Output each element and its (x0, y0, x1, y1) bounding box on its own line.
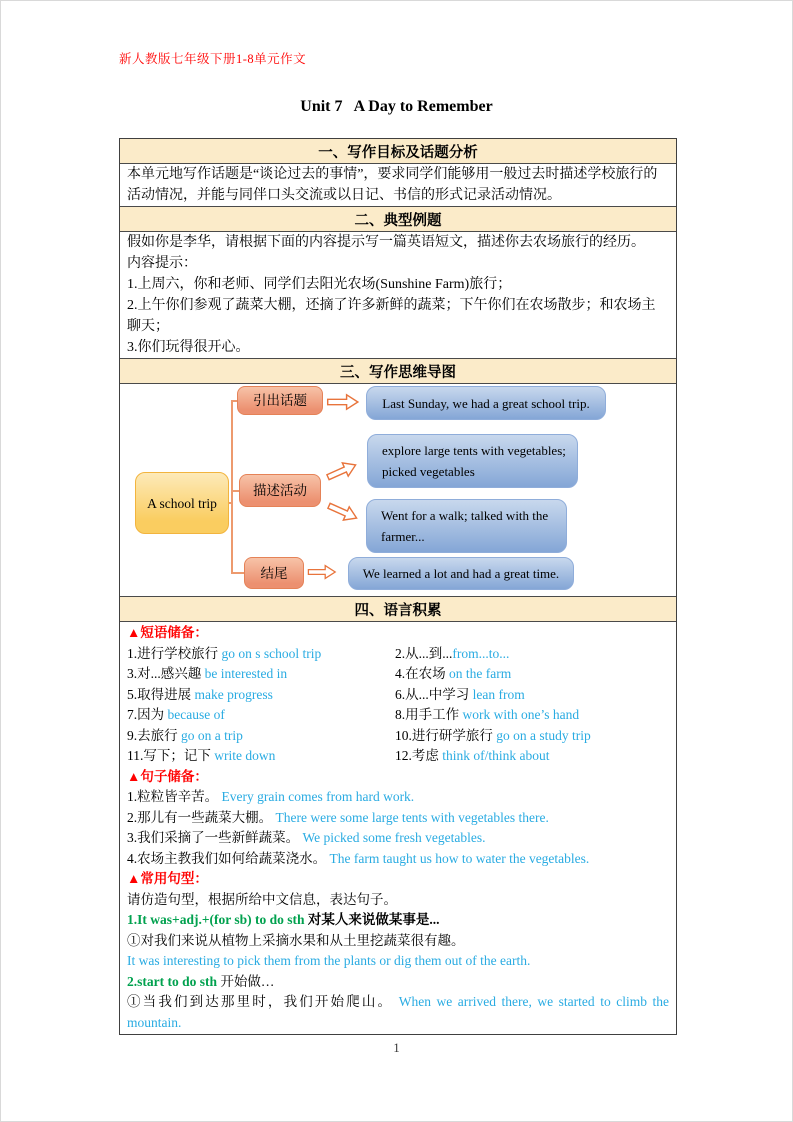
phrase-item (127, 746, 395, 767)
phrase-en: lean from (472, 686, 525, 702)
doc-series-note: 新人教版七年级下册1-8单元作文 (119, 52, 307, 66)
sentence-item (127, 828, 669, 849)
phrase-en: work with one’s hand (462, 707, 580, 722)
phrase-en: go on a study trip (496, 727, 591, 743)
phrase-item (127, 705, 395, 726)
mindmap-card-activity2: Went for a walk; talked with the farmer... (366, 499, 567, 553)
phrase-en: go on s school trip (221, 645, 322, 661)
worksheet-table (119, 138, 677, 1035)
analysis-text: 本单元地写作话题是“谈论过去的事情”，要求同学们能够用一般过去时描述学校旅行的活动情况，并能与同伴口头交流或以日记、书信的形式记录活动情况。 (127, 167, 658, 203)
page-title: Unit 7 A Day to Remember (300, 98, 493, 115)
phrase-item (395, 746, 669, 767)
pattern1-example-zh: ①对我们来说从植物上采摘水果和从土里挖蔬菜很有趣。 (127, 932, 465, 948)
phrase-item (127, 685, 395, 706)
phrase-en: think of/think about (442, 748, 550, 763)
phrase-zh: 9.去旅行 (127, 727, 181, 743)
pattern2-example-zh: ①当我们到达那里时，我们开始爬山。 (127, 994, 399, 1009)
block-arrow-icon (326, 393, 360, 411)
prompt-line: 假如你是李华，请根据下面的内容提示写一篇英语短文，描述你去农场旅行的经历。 (127, 235, 645, 250)
sentence-en: Every grain comes from hard work. (221, 789, 415, 804)
patterns-intro: 请仿造句型，根据所给中文信息，表达句子。 (127, 891, 397, 907)
mindmap-card-ending: We learned a lot and had a great time. (348, 557, 574, 590)
mindmap-branch-ending: 结尾 (244, 557, 304, 589)
phrase-zh: 2.从...到... (395, 645, 453, 661)
phrase-zh: 6.从...中学习 (395, 686, 473, 702)
block-arrow-icon (323, 456, 361, 486)
mindmap-card-activity1: explore large tents with vegetables; picked vegetables (367, 434, 578, 488)
phrases-label: ▲短语储备： (127, 625, 208, 640)
section3-header: 三、写作思维导图 (120, 358, 676, 384)
pattern2-meaning: 开始做… (220, 973, 275, 989)
phrase-zh: 11.写下；记下 (127, 748, 215, 763)
mindmap-diagram (120, 384, 676, 596)
section1-body (120, 164, 676, 206)
sentence-zh: 1.粒粒皆辛苦。 (127, 789, 222, 804)
mindmap-card-intro: Last Sunday, we had a great school trip. (366, 386, 606, 420)
phrase-item (395, 664, 669, 685)
phrase-en: write down (214, 748, 276, 763)
pattern2-formula: 2.start to do sth (127, 973, 221, 989)
phrase-zh: 8.用手工作 (395, 707, 463, 722)
sentence-item (127, 787, 669, 808)
phrase-en: make progress (194, 686, 273, 702)
pattern2-example (127, 992, 669, 1033)
phrase-en: because of (167, 707, 225, 722)
sentence-en: The farm taught us how to water the vegetables. (329, 850, 590, 866)
phrase-item (395, 705, 669, 726)
mindmap-root-node: A school trip (135, 472, 229, 534)
sentence-en: There were some large tents with vegetables there. (275, 809, 549, 825)
block-arrow-icon (324, 497, 362, 527)
phrase-zh: 4.在农场 (395, 666, 449, 681)
phrase-item (127, 664, 395, 685)
section4-header: 四、语言积累 (120, 596, 676, 622)
pattern2-example-en: When we arrived there, we started to climb the mountain. (127, 994, 669, 1030)
phrase-item (395, 644, 669, 665)
sentence-zh: 3.我们采摘了一些新鲜蔬菜。 (127, 830, 303, 845)
phrase-item (127, 726, 395, 747)
phrase-en: from...to... (452, 645, 510, 661)
mindmap-branch-intro: 引出话题 (237, 386, 323, 415)
section2-header: 二、典型例题 (120, 206, 676, 232)
phrase-list (127, 644, 669, 767)
phrase-en: on the farm (449, 666, 512, 681)
pattern1-formula: 1.It was+adj.+(for sb) to do sth (127, 912, 308, 927)
prompt-line: 3.你们玩得很开心。 (127, 340, 250, 355)
sentence-zh: 4.农场主教我们如何给蔬菜浇水。 (127, 850, 330, 866)
sentence-zh: 2.那儿有一些蔬菜大棚。 (127, 809, 276, 825)
connector-line (231, 400, 233, 573)
section1-header: 一、写作目标及话题分析 (120, 139, 676, 164)
section4-body (120, 622, 676, 1034)
sentences-label: ▲句子储备： (127, 768, 208, 784)
phrase-zh: 7.因为 (127, 707, 168, 722)
phrase-zh: 12.考虑 (395, 748, 443, 763)
phrase-en: go on a trip (181, 727, 243, 743)
sentence-item (127, 849, 669, 870)
patterns-label: ▲常用句型： (127, 871, 208, 886)
phrase-en: be interested in (204, 666, 288, 681)
phrase-item (127, 644, 395, 665)
sentence-en: We picked some fresh vegetables. (302, 830, 486, 845)
prompt-line: 2.上午你们参观了蔬菜大棚，还摘了许多新鲜的蔬菜；下午你们在农场散步；和农场主聊天； (127, 298, 656, 334)
page-number: 1 (393, 1041, 400, 1055)
prompt-line: 1.上周六，你和老师、同学们去阳光农场(Sunshine Farm)旅行； (127, 277, 512, 292)
phrase-item (395, 685, 669, 706)
pattern1-example-en: It was interesting to pick them from the plants or dig them out of the earth. (127, 953, 531, 968)
phrase-zh: 5.取得进展 (127, 686, 195, 702)
prompt-line: 内容提示： (127, 256, 197, 271)
pattern2-line (127, 972, 669, 993)
phrase-zh: 10.进行研学旅行 (395, 727, 497, 743)
block-arrow-icon (306, 564, 338, 580)
phrase-item (395, 726, 669, 747)
pattern1-meaning: 对某人来说做某事是... (307, 912, 440, 927)
sentence-item (127, 808, 669, 829)
phrase-zh: 1.进行学校旅行 (127, 645, 222, 661)
connector-line (231, 572, 245, 574)
pattern1-line (127, 910, 669, 931)
mindmap-branch-activities: 描述活动 (239, 474, 321, 507)
section2-body (120, 232, 676, 358)
phrase-zh: 3.对...感兴趣 (127, 666, 205, 681)
